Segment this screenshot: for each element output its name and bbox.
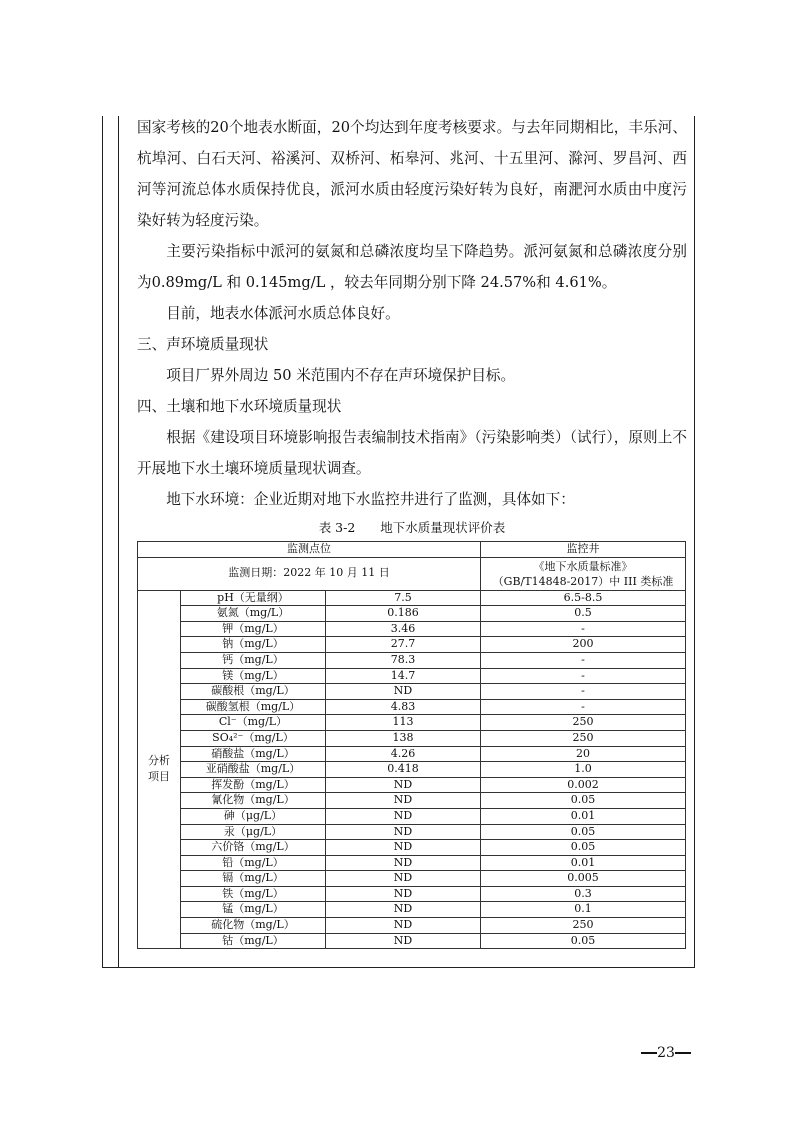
standard-cell: 0.05: [481, 824, 686, 840]
standard-cell: -: [481, 699, 686, 715]
table-row: [138, 918, 686, 934]
groundwater-quality-table: [137, 541, 686, 949]
value-cell: 0.418: [326, 762, 481, 778]
item-cell: Cl⁻（mg/L）: [181, 715, 326, 731]
category-cell: [138, 590, 181, 949]
standard-cell: 0.005: [481, 871, 686, 887]
standard-cell: 0.3: [481, 886, 686, 902]
standard-cell: -: [481, 684, 686, 700]
section-heading-acoustic: 三、声环境质量现状: [137, 336, 269, 353]
item-cell: pH（无量纲）: [181, 590, 326, 606]
paragraph-pollution-indicators: 主要污染指标中派河的氨氮和总磷浓度均呈下降趋势。派河氨氮和总磷浓度分别为0.89mg/L 和 0.145mg/L ，较去年同期分别下降 24.57%和 4.61%。: [137, 243, 687, 291]
value-cell: 7.5: [326, 590, 481, 606]
page-number: [640, 1045, 692, 1061]
item-cell: 亚硝酸盐（mg/L）: [181, 762, 326, 778]
value-cell: 0.186: [326, 606, 481, 622]
item-cell: SO₄²⁻（mg/L）: [181, 730, 326, 746]
paragraph-acoustic-targets: 项目厂界外周边 50 米范围内不存在声环境保护目标。: [166, 367, 516, 384]
table-row: [138, 699, 686, 715]
table-row: [138, 637, 686, 653]
header-point-label: 监测点位: [138, 542, 481, 558]
item-cell: 铁（mg/L）: [181, 886, 326, 902]
page-number-dash-left: [641, 1052, 657, 1054]
item-cell: 硫化物（mg/L）: [181, 918, 326, 934]
value-cell: ND: [326, 793, 481, 809]
table-row: [138, 840, 686, 856]
item-cell: 铅（mg/L）: [181, 855, 326, 871]
table-row: [138, 855, 686, 871]
standard-cell: 6.5-8.5: [481, 590, 686, 606]
standard-cell: 250: [481, 715, 686, 731]
table-row: [138, 824, 686, 840]
table-row: [138, 606, 686, 622]
item-cell: 碳酸氢根（mg/L）: [181, 699, 326, 715]
standard-cell: 20: [481, 746, 686, 762]
item-cell: 汞（μg/L）: [181, 824, 326, 840]
header-date-label: 监测日期：2022 年 10 月 11 日: [138, 557, 481, 590]
item-cell: 钾（mg/L）: [181, 621, 326, 637]
table-row: [138, 621, 686, 637]
header-point-value: 监控井: [481, 542, 686, 558]
standard-cell: -: [481, 668, 686, 684]
header-standard-line2: （GB/T14848-2017）中 III 类标准: [492, 574, 674, 588]
paragraph-groundwater-monitoring: 地下水环境：企业近期对地下水监控井进行了监测，具体如下：: [166, 491, 575, 508]
section-heading-soil-groundwater: 四、土壤和地下水环境质量现状: [137, 398, 342, 415]
item-cell: 氰化物（mg/L）: [181, 793, 326, 809]
value-cell: ND: [326, 886, 481, 902]
header-standard: [481, 557, 686, 590]
table-row: [138, 902, 686, 918]
table-row: [138, 777, 686, 793]
item-cell: 碳酸根（mg/L）: [181, 684, 326, 700]
table-row: [138, 590, 686, 606]
standard-cell: 0.01: [481, 855, 686, 871]
table-row: [138, 808, 686, 824]
standard-cell: 0.05: [481, 793, 686, 809]
value-cell: ND: [326, 855, 481, 871]
frame-inner-rule: [118, 116, 119, 967]
standard-cell: 0.5: [481, 606, 686, 622]
table-row: [138, 871, 686, 887]
table-row: [138, 730, 686, 746]
category-label: 分析项目: [148, 754, 170, 784]
value-cell: 138: [326, 730, 481, 746]
standard-cell: 0.01: [481, 808, 686, 824]
value-cell: 78.3: [326, 652, 481, 668]
standard-cell: 0.05: [481, 840, 686, 856]
value-cell: ND: [326, 933, 481, 949]
paragraph-guideline-reference: 根据《建设项目环境影响报告表编制技术指南》（污染影响类）（试行），原则上不开展地下水土壤环境质量现状调查。: [137, 429, 687, 477]
value-cell: ND: [326, 824, 481, 840]
value-cell: ND: [326, 902, 481, 918]
paragraph-current-water-quality: 目前，地表水体派河水质总体良好。: [166, 305, 400, 322]
item-cell: 氨氮（mg/L）: [181, 606, 326, 622]
standard-cell: 0.05: [481, 933, 686, 949]
header-row-date: [138, 557, 686, 590]
standard-cell: 0.002: [481, 777, 686, 793]
standard-cell: 250: [481, 730, 686, 746]
value-cell: 4.83: [326, 699, 481, 715]
table-row: [138, 652, 686, 668]
body-text: [137, 112, 687, 515]
standard-cell: 1.0: [481, 762, 686, 778]
page-number-dash-right: [675, 1052, 691, 1054]
paragraph-surface-water-sections: 国家考核的20个地表水断面，20个均达到年度考核要求。与去年同期相比，丰乐河、杭埠河、白石天河、裕溪河、双桥河、柘皋河、兆河、十五里河、滁河、罗昌河、西河等河流总体水质保持优良，派河水质由轻度污染好转为良好，南淝河水质由中度污染好转为轻度污染。: [137, 119, 687, 229]
item-cell: 钴（mg/L）: [181, 933, 326, 949]
value-cell: ND: [326, 777, 481, 793]
table-row: [138, 684, 686, 700]
value-cell: 27.7: [326, 637, 481, 653]
value-cell: ND: [326, 840, 481, 856]
table-row: [138, 746, 686, 762]
standard-cell: 200: [481, 637, 686, 653]
table-caption: 表 3-2 地下水质量现状评价表: [318, 520, 506, 535]
table-row: [138, 933, 686, 949]
item-cell: 挥发酚（mg/L）: [181, 777, 326, 793]
page-number-value: 23: [657, 1045, 675, 1061]
item-cell: 钙（mg/L）: [181, 652, 326, 668]
item-cell: 锰（mg/L）: [181, 902, 326, 918]
value-cell: 113: [326, 715, 481, 731]
table-row: [138, 668, 686, 684]
table-row: [138, 762, 686, 778]
value-cell: ND: [326, 808, 481, 824]
table-row: [138, 886, 686, 902]
item-cell: 镉（mg/L）: [181, 871, 326, 887]
table-row: [138, 715, 686, 731]
item-cell: 钠（mg/L）: [181, 637, 326, 653]
item-cell: 砷（μg/L）: [181, 808, 326, 824]
value-cell: ND: [326, 918, 481, 934]
standard-cell: -: [481, 621, 686, 637]
standard-cell: 250: [481, 918, 686, 934]
standard-cell: 0.1: [481, 902, 686, 918]
item-cell: 镁（mg/L）: [181, 668, 326, 684]
item-cell: 硝酸盐（mg/L）: [181, 746, 326, 762]
value-cell: ND: [326, 684, 481, 700]
header-row-point: [138, 542, 686, 558]
item-cell: 六价铬（mg/L）: [181, 840, 326, 856]
value-cell: 4.26: [326, 746, 481, 762]
value-cell: 3.46: [326, 621, 481, 637]
value-cell: 14.7: [326, 668, 481, 684]
standard-cell: -: [481, 652, 686, 668]
value-cell: ND: [326, 871, 481, 887]
table-row: [138, 793, 686, 809]
header-standard-line1: 《地下水质量标准》: [533, 559, 633, 573]
